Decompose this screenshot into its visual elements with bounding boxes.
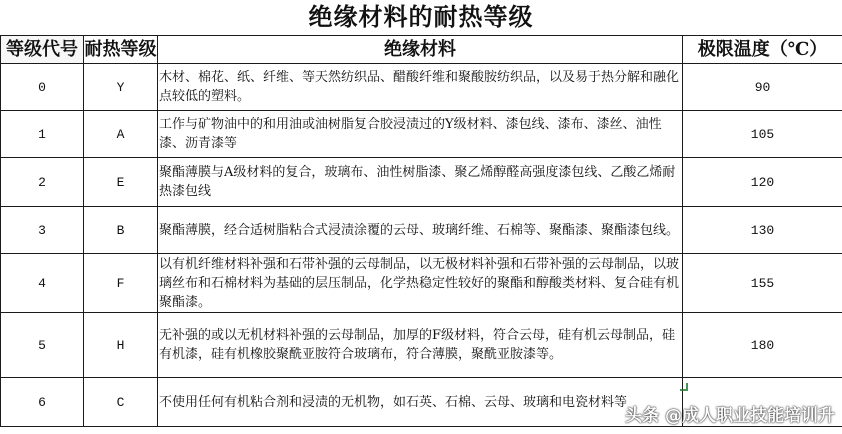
material-cell[interactable]: 无补强的或以无机材料补强的云母制品，加厚的F级材料，符合云母，硅有机云母制品，硅有机漆，硅有机橡胶聚酰亚胺符合玻璃布，符合薄膜，聚酰亚胺漆等。 (158, 313, 683, 378)
grade-code-cell[interactable]: 0 (1, 64, 84, 111)
insulation-grade-table (0, 35, 842, 427)
heat-grade-cell[interactable]: Y (84, 64, 158, 111)
grade-code-cell[interactable]: 5 (1, 313, 84, 378)
temperature-cell[interactable]: 105 (683, 111, 842, 158)
grade-code-cell[interactable]: 1 (1, 111, 84, 158)
header-heat-grade[interactable]: 耐热等级 (84, 36, 158, 64)
temperature-cell[interactable]: 180 (683, 313, 842, 378)
material-cell[interactable]: 以有机纤维材料补强和石带补强的云母制品，以无极材料补强和石带补强的云母制品，以玻璃丝布和石棉材料为基础的层压制品，化学热稳定性较好的聚酯和醇酸类材料、复合硅有机聚酯漆。 (158, 254, 683, 313)
table-row (1, 378, 842, 427)
temperature-cell[interactable]: 90 (683, 64, 842, 111)
temperature-cell[interactable]: 130 (683, 207, 842, 254)
heat-grade-cell[interactable]: E (84, 158, 158, 207)
material-cell[interactable]: 聚酯薄膜与A级材料的复合，玻璃布、油性树脂漆、聚乙烯醇醛高强度漆包线、乙酸乙烯耐热漆包线 (158, 158, 683, 207)
material-cell[interactable]: 聚酯薄膜，经合适树脂粘合式浸渍涂覆的云母、玻璃纤维、石棉等、聚酯漆、聚酯漆包线。 (158, 207, 683, 254)
table-row (1, 64, 842, 111)
temperature-cell[interactable]: 155 (683, 254, 842, 313)
heat-grade-cell[interactable]: B (84, 207, 158, 254)
heat-grade-cell[interactable]: H (84, 313, 158, 378)
table-row (1, 254, 842, 313)
material-cell[interactable]: 不使用任何有机粘合剂和浸渍的无机物，如石英、石棉、云母、玻璃和电瓷材料等 (158, 378, 683, 427)
header-grade-code[interactable]: 等级代号 (1, 36, 84, 64)
heat-grade-cell[interactable]: A (84, 111, 158, 158)
watermark-text: 头条 @成人职业技能培训升 (625, 406, 835, 426)
table-header-row (1, 36, 842, 64)
header-insulation-material[interactable]: 绝缘材料 (158, 36, 683, 64)
table-row (1, 313, 842, 378)
grade-code-cell[interactable]: 2 (1, 158, 84, 207)
grade-code-cell[interactable]: 4 (1, 254, 84, 313)
table-wrapper (0, 35, 842, 434)
table-row (1, 207, 842, 254)
temperature-cell[interactable] (683, 378, 842, 427)
sheet-title: 绝缘材料的耐热等级 (308, 2, 534, 31)
material-cell[interactable]: 木材、棉花、纸、纤维、等天然纺织品、醋酸纤维和聚酸胺纺织品，以及易于热分解和融化点较低的塑料。 (158, 64, 683, 111)
cell-marker-icon (680, 383, 688, 391)
table-row (1, 111, 842, 158)
header-limit-temperature[interactable]: 极限温度（℃） (683, 36, 842, 64)
heat-grade-cell[interactable]: F (84, 254, 158, 313)
table-row (1, 158, 842, 207)
grade-code-cell[interactable]: 3 (1, 207, 84, 254)
temperature-cell[interactable]: 120 (683, 158, 842, 207)
heat-grade-cell[interactable]: C (84, 378, 158, 427)
material-cell[interactable]: 工作与矿物油中的和用油或油树脂复合胶浸渍过的Y级材料、漆包线、漆布、漆丝、油性漆、沥青漆等 (158, 111, 683, 158)
grade-code-cell[interactable]: 6 (1, 378, 84, 427)
